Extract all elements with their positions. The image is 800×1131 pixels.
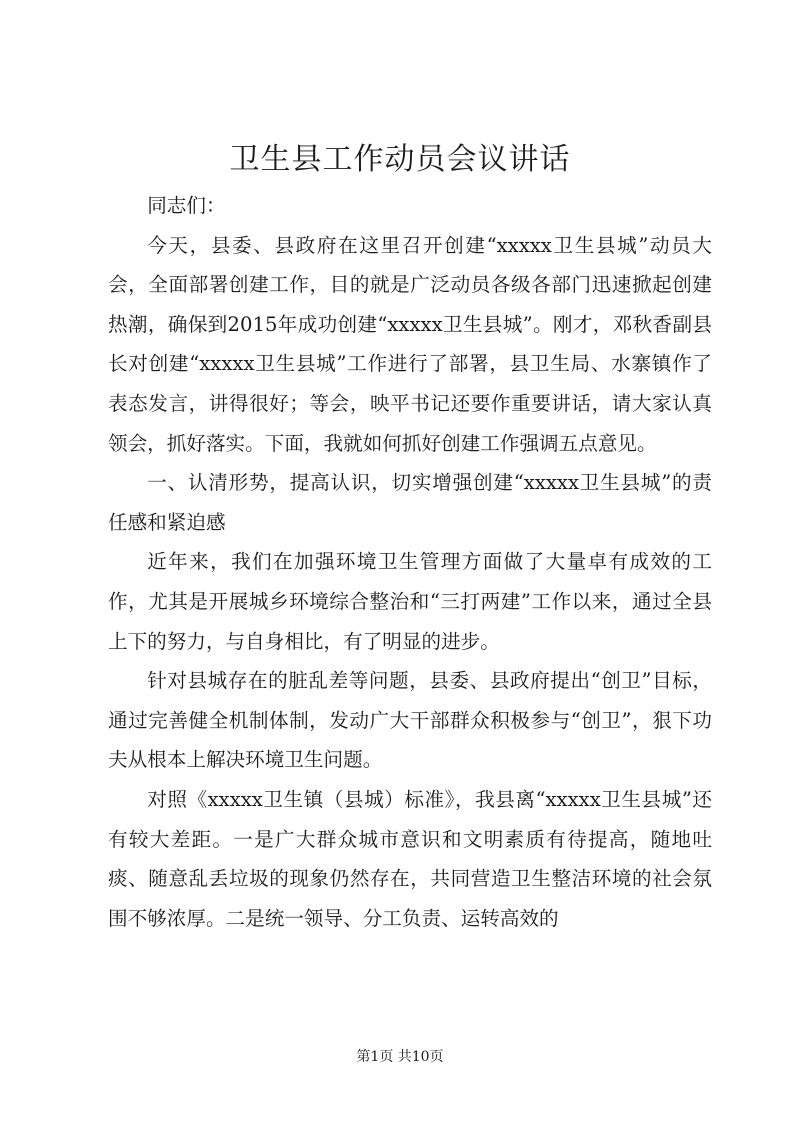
salutation: 同志们： xyxy=(147,194,226,217)
document-body xyxy=(108,186,712,938)
page-footer: 第1页 共10页 xyxy=(356,1049,444,1065)
paragraph-progress: 近年来，我们在加强环境卫生管理方面做了大量卓有成效的工作，尤其是开展城乡环境综合整治和“三打两建”工作以来，通过全县上下的努力，与自身相比，有了明显的进步。 xyxy=(108,550,712,653)
document-title: 卫生县工作动员会议讲话 xyxy=(229,142,571,177)
section-heading-1: 一、认清形势，提高认识，切实增强创建“xxxxx卫生县城”的责任感和紧迫感 xyxy=(108,471,712,534)
paragraph-goal: 针对县城存在的脏乱差等问题，县委、县政府提出“创卫”目标，通过完善健全机制体制，发动广大干部群众积极参与“创卫”，狠下功夫从根本上解决环境卫生问题。 xyxy=(108,669,712,772)
paragraph-gap: 对照《xxxxx卫生镇（县城）标准》，我县离“xxxxx卫生县城”还有较大差距。一是广大群众城市意识和文明素质有待提高，随地吐痰、随意乱丢垃圾的现象仍然存在，共同营造卫生整洁环境的社会氛围不够浓厚。二是统一领导、分工负责、运转高效的 xyxy=(108,787,712,930)
paragraph-opening: 今天，县委、县政府在这里召开创建“xxxxx卫生县城”动员大会，全面部署创建工作，目的就是广泛动员各级各部门迅速掀起创建热潮，确保到2015年成功创建“xxxxx卫生县城”。刚才，邓秋香副县长对创建“xxxxx卫生县城”工作进行了部署，县卫生局、水寨镇作了表态发言，讲得很好；等会，映平书记还要作重要讲话，请大家认真领会，抓好落实。下面，我就如何抓好创建工作强调五点意见。 xyxy=(108,233,712,455)
